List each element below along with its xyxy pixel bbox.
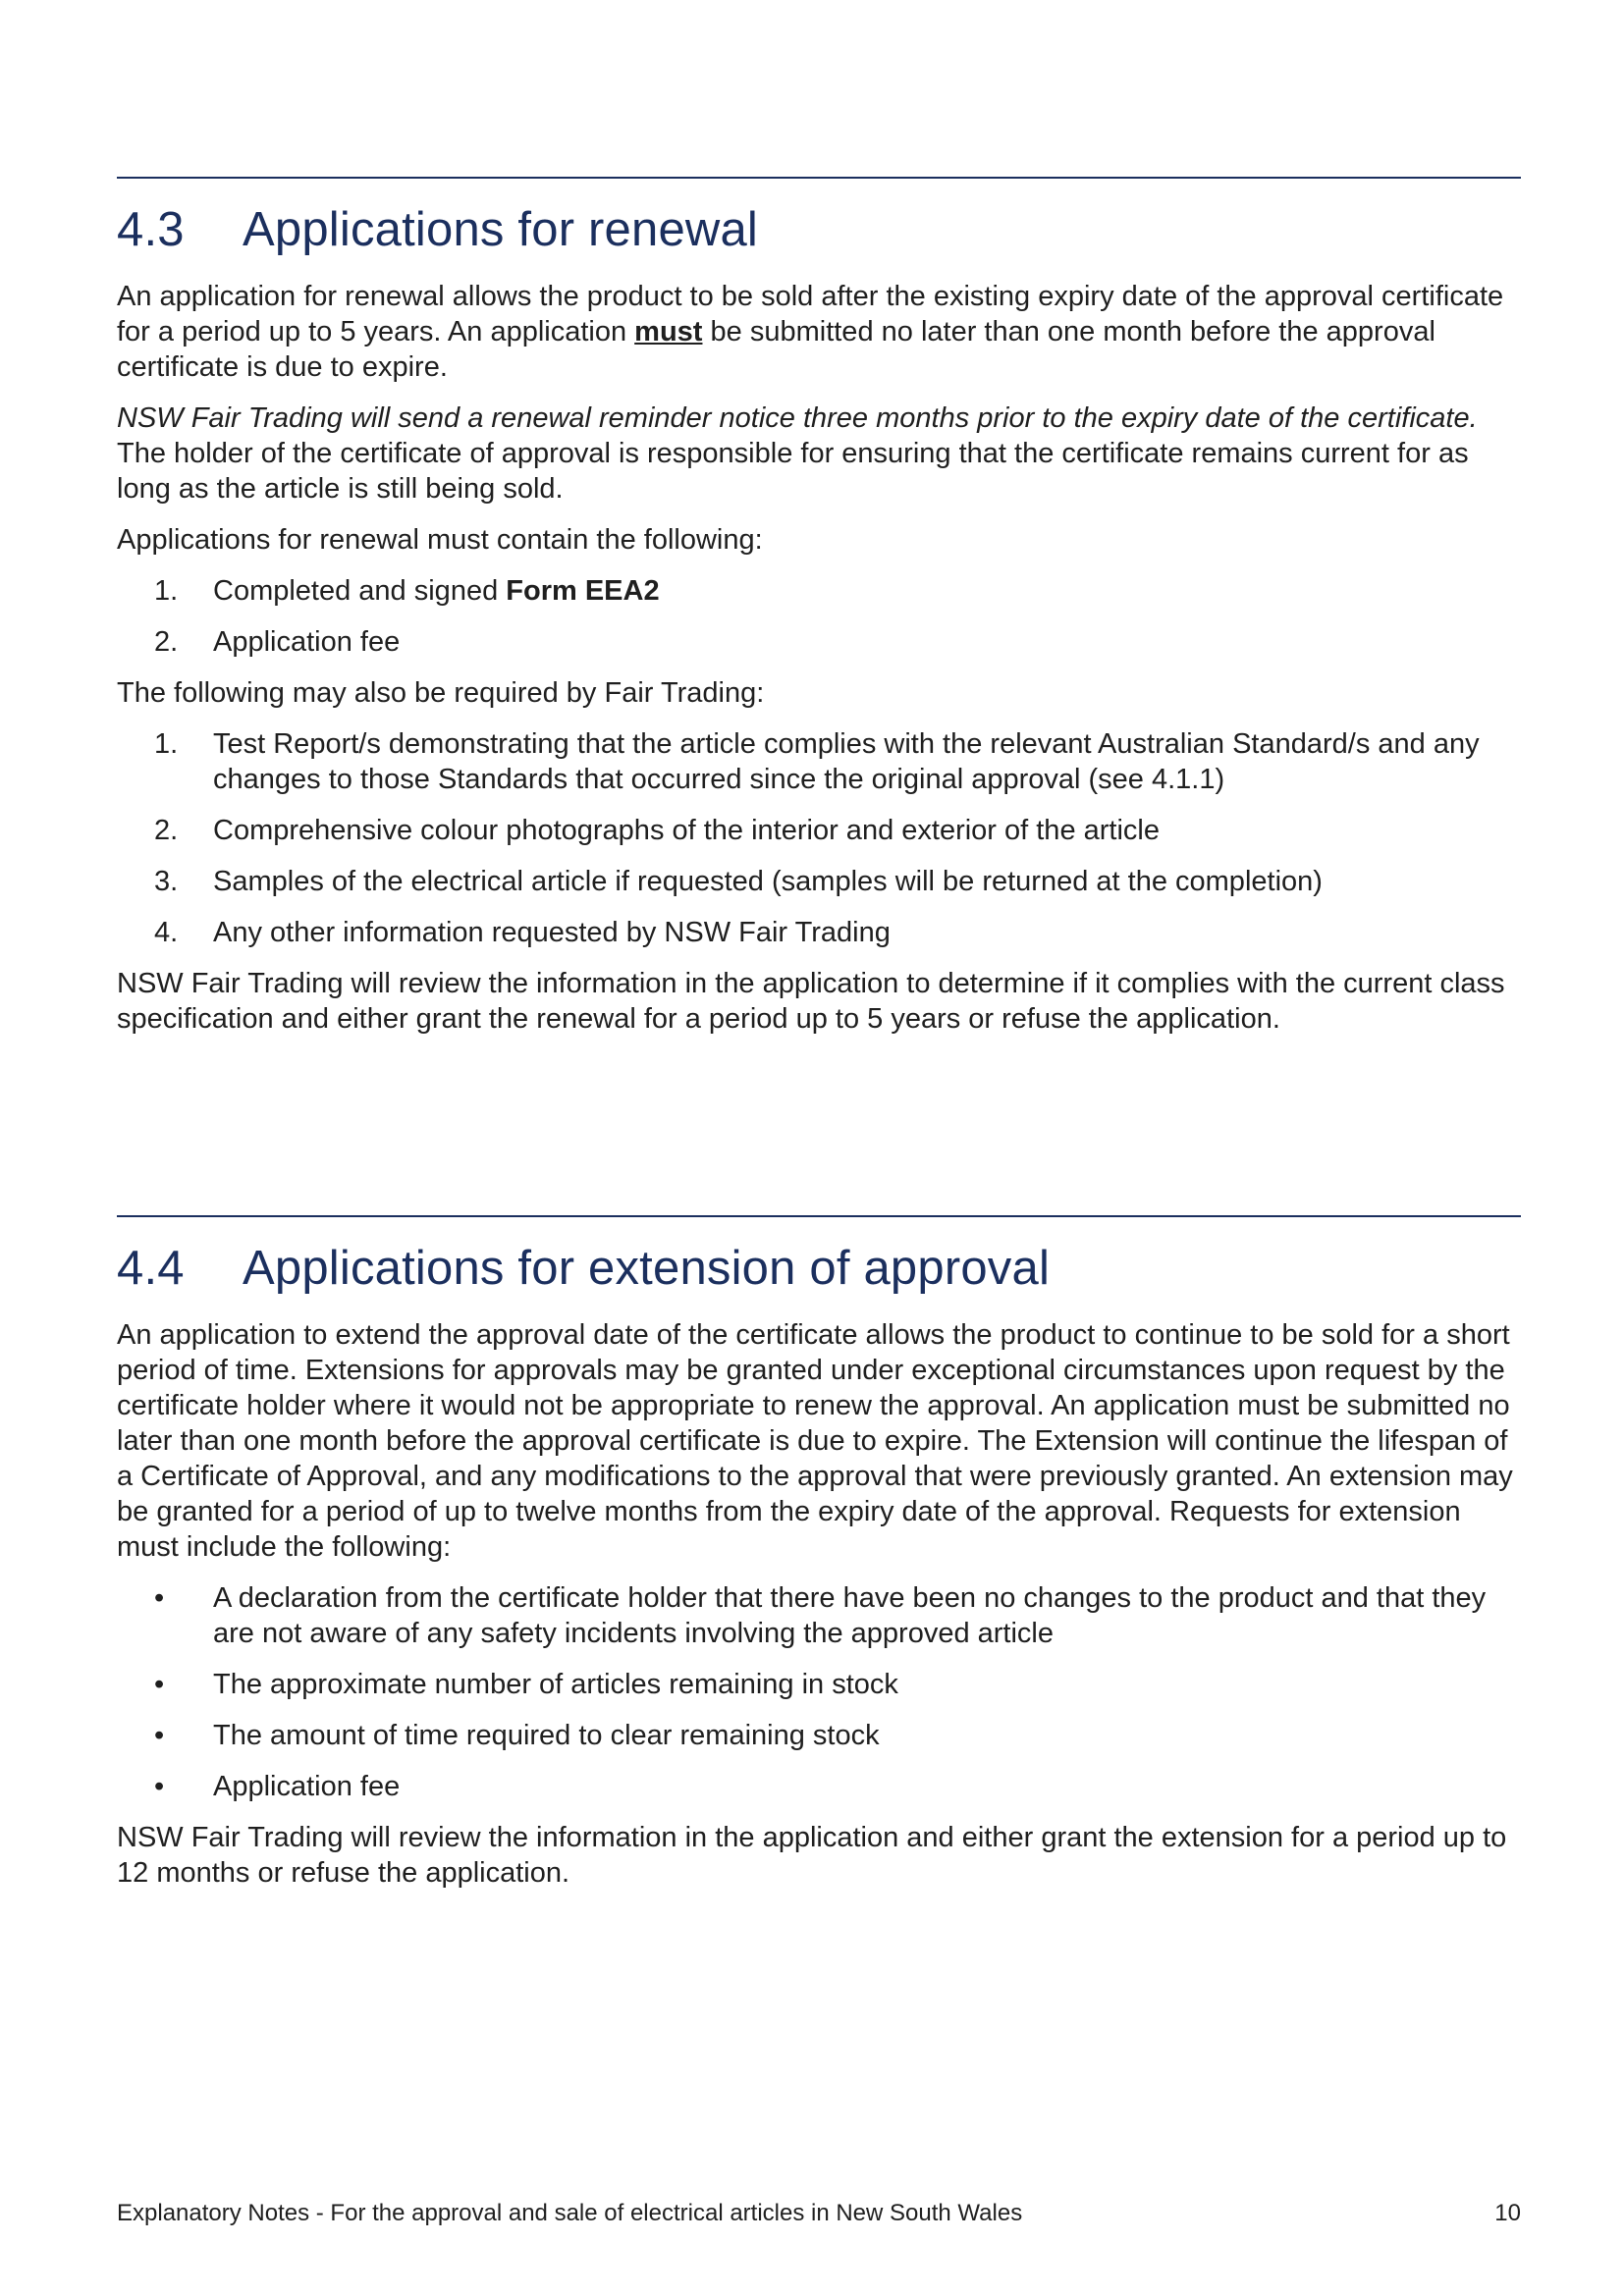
section-4-4 bbox=[117, 1215, 1521, 1891]
section-title: Applications for renewal bbox=[243, 203, 759, 256]
list-item bbox=[117, 813, 1521, 848]
list-item bbox=[117, 573, 1521, 609]
bullet-marker: • bbox=[154, 1771, 165, 1802]
paragraph: The following may also be required by Fair Trading: bbox=[117, 677, 765, 709]
page-footer bbox=[117, 2199, 1521, 2228]
list-number: 1. bbox=[154, 728, 179, 760]
list-item bbox=[117, 1667, 1521, 1702]
section-divider bbox=[117, 177, 1521, 179]
list-item bbox=[117, 1718, 1521, 1753]
section-heading bbox=[117, 1239, 1521, 1298]
bullet-marker: • bbox=[154, 1669, 165, 1700]
paragraph: An application to extend the approval date of the certificate allows the product to continue to be sold for a short period of time. Extensions for approvals may be granted under exceptional circumstances upon request by the certificate holder where it would not be appropriate to renew the approval. An application must be submitted no later than one month before the approval certificate is due to expire. The Extension will continue the lifespan of a Certificate of Approval, and any modifications to the approval that were previously granted. An extension may be granted for a period of up to twelve months from the expiry date of the approval. Requests for extension must include the following: bbox=[117, 1319, 1513, 1563]
page-number: 10 bbox=[1494, 2200, 1521, 2226]
form-name: Form EEA2 bbox=[506, 575, 660, 607]
section-heading bbox=[117, 200, 1521, 259]
list-item-text: Application fee bbox=[213, 1771, 401, 1802]
list-item bbox=[117, 915, 1521, 950]
list-item-text: Any other information requested by NSW Fair Trading bbox=[213, 917, 891, 948]
paragraph: NSW Fair Trading will review the information in the application to determine if it complies with the current class specification and either grant the renewal for a period up to 5 years or refuse the application. bbox=[117, 968, 1505, 1035]
list-item-text: Completed and signed bbox=[213, 575, 507, 607]
list-item-text: Samples of the electrical article if requested (samples will be returned at the completion) bbox=[213, 866, 1323, 897]
paragraph-text: The holder of the certificate of approval is responsible for ensuring that the certificate remains current for as long as the article is still being sold. bbox=[117, 438, 1469, 505]
list-number: 2. bbox=[154, 815, 179, 846]
paragraph bbox=[117, 279, 1521, 385]
numbered-list-required bbox=[117, 573, 1521, 660]
section-divider bbox=[117, 1215, 1521, 1217]
list-item bbox=[117, 1769, 1521, 1804]
section-4-3 bbox=[117, 177, 1521, 1037]
paragraph: NSW Fair Trading will review the information in the application and either grant the extension for a period up to 12 months or refuse the application. bbox=[117, 1822, 1507, 1889]
list-item-text: The approximate number of articles remaining in stock bbox=[213, 1669, 898, 1700]
list-item bbox=[117, 1580, 1521, 1651]
footer-title: Explanatory Notes - For the approval and sale of electrical articles in New South Wales bbox=[117, 2200, 1023, 2226]
paragraph-text: be submitted no later than one month before the approval certificate is due to expire. bbox=[117, 316, 1435, 383]
list-item-text: Comprehensive colour photographs of the interior and exterior of the article bbox=[213, 815, 1160, 846]
italic-note: NSW Fair Trading will send a renewal reminder notice three months prior to the expiry date of the certificate. bbox=[117, 402, 1478, 434]
section-number: 4.3 bbox=[117, 203, 185, 256]
list-item bbox=[117, 624, 1521, 660]
list-item-text: Test Report/s demonstrating that the article complies with the relevant Australian Standard/s and any changes to those Standards that occurred since the original approval (see 4.1.1) bbox=[213, 728, 1480, 795]
section-title: Applications for extension of approval bbox=[243, 1242, 1051, 1295]
list-item-text: A declaration from the certificate holder that there have been no changes to the product and that they are not aware of any safety incidents involving the approved article bbox=[213, 1582, 1487, 1649]
list-item bbox=[117, 864, 1521, 899]
bullet-list bbox=[117, 1580, 1521, 1804]
numbered-list-optional bbox=[117, 726, 1521, 950]
list-item bbox=[117, 726, 1521, 797]
list-number: 2. bbox=[154, 626, 179, 658]
paragraph: Applications for renewal must contain the following: bbox=[117, 524, 763, 556]
page bbox=[117, 0, 1521, 2296]
list-number: 1. bbox=[154, 575, 179, 607]
list-item-text: Application fee bbox=[213, 626, 401, 658]
section-number: 4.4 bbox=[117, 1242, 185, 1295]
bullet-marker: • bbox=[154, 1582, 165, 1614]
bullet-marker: • bbox=[154, 1720, 165, 1751]
list-number: 3. bbox=[154, 866, 179, 897]
list-number: 4. bbox=[154, 917, 179, 948]
list-item-text: The amount of time required to clear remaining stock bbox=[213, 1720, 880, 1751]
paragraph-text: An application for renewal allows the product to be sold after the existing expiry date of the approval certificate for a period up to 5 years. An application bbox=[117, 281, 1504, 347]
emphasis-must: must bbox=[634, 316, 703, 347]
paragraph bbox=[117, 400, 1521, 507]
